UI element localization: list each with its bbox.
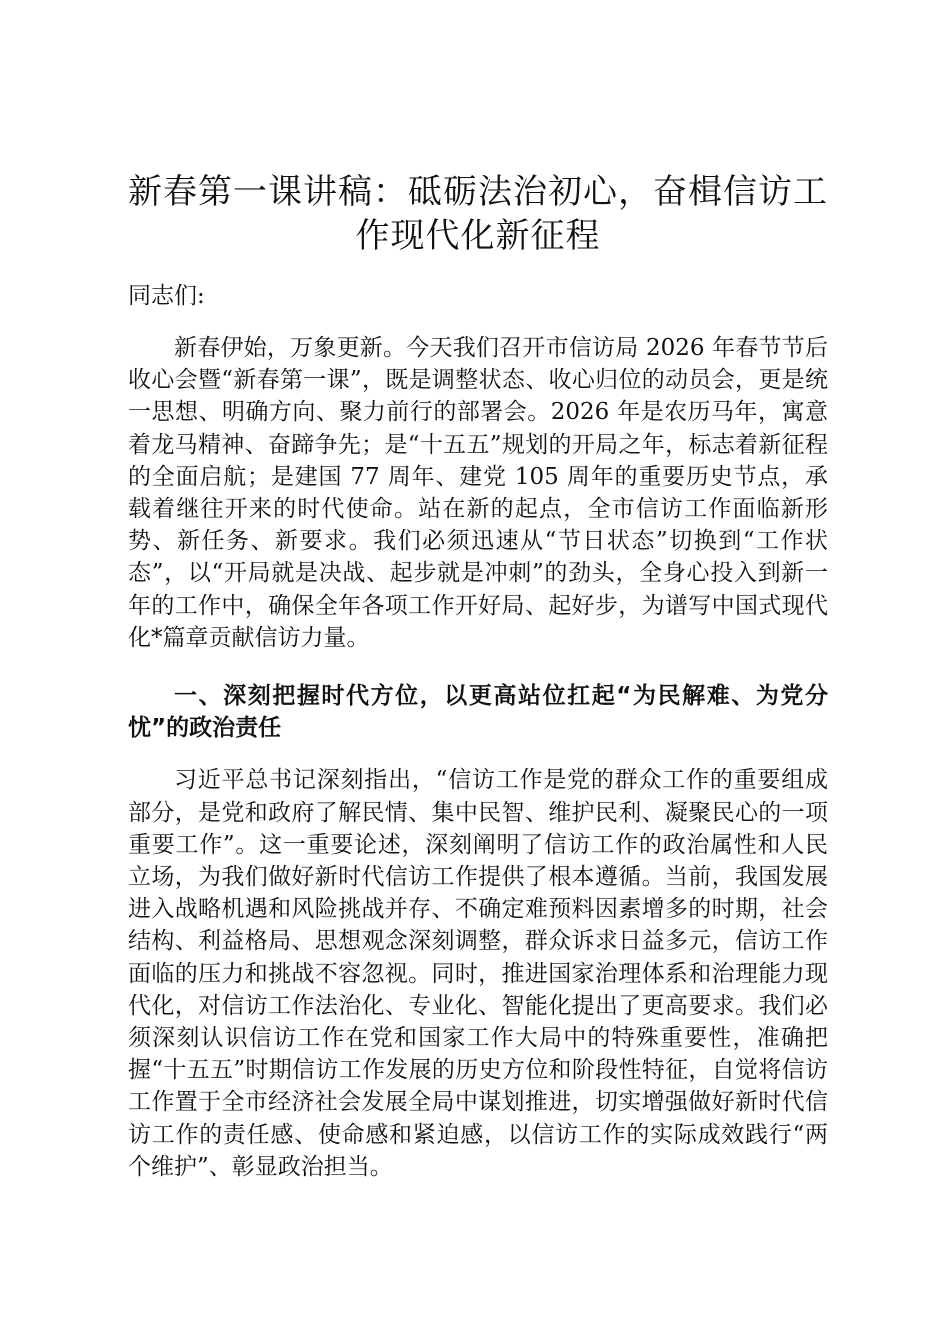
salutation: 同志们: [128,283,205,309]
section-heading: 一、深刻把握时代方位，以更高站位扛起“为民解难、为党分忧”的政治责任 [128,683,828,742]
document-title: 新春第一课讲稿：砥砺法治初心，奋楫信访工作现代化新征程 [128,172,828,256]
intro-paragraph: 新春伊始，万象更新。今天我们召开市信访局 2026 年春节节后收心会暨“新春第一课”，既是调整状态、收心归位的动员会，更是统一思想、明确方向、聚力前行的部署会。2026 年是农历马年，寓意着龙马精神、奋蹄争先；是“十五五”规划的开局之年，标志着新征程的全面启航；是建国 77 周年、建党 105 周年的重要历史节点，承载着继往开来的时代使命。站在新的起点，全市信访工作面临新形势、新任务、新要求。我们必须迅速从“节日状态”切换到“工作状态”，以“开局就是决战、起步就是冲刺”的劲头，全身心投入到新一年的工作中，确保全年各项工作开好局、起好步，为谱写中国式现代化*篇章贡献信访力量。 [128,335,828,651]
document-page [128,170,828,1183]
section-paragraph: 习近平总书记深刻指出，“信访工作是党的群众工作的重要组成部分，是党和政府了解民情、集中民智、维护民利、凝聚民心的一项重要工作”。这一重要论述，深刻阐明了信访工作的政治属性和人民立场，为我们做好新时代信访工作提供了根本遵循。当前，我国发展进入战略机遇和风险挑战并存、不确定难预料因素增多的时期，社会结构、利益格局、思想观念深刻调整，群众诉求日益多元，信访工作面临的压力和挑战不容忽视。同时，推进国家治理体系和治理能力现代化，对信访工作法治化、专业化、智能化提出了更高要求。我们必须深刻认识信访工作在党和国家工作大局中的特殊重要性，准确把握“十五五”时期信访工作发展的历史方位和阶段性特征，自觉将信访工作置于全市经济社会发展全局中谋划推进，切实增强做好新时代信访工作的责任感、使命感和紧迫感，以信访工作的实际成效践行“两个维护”、彰显政治担当。 [128,767,828,1180]
